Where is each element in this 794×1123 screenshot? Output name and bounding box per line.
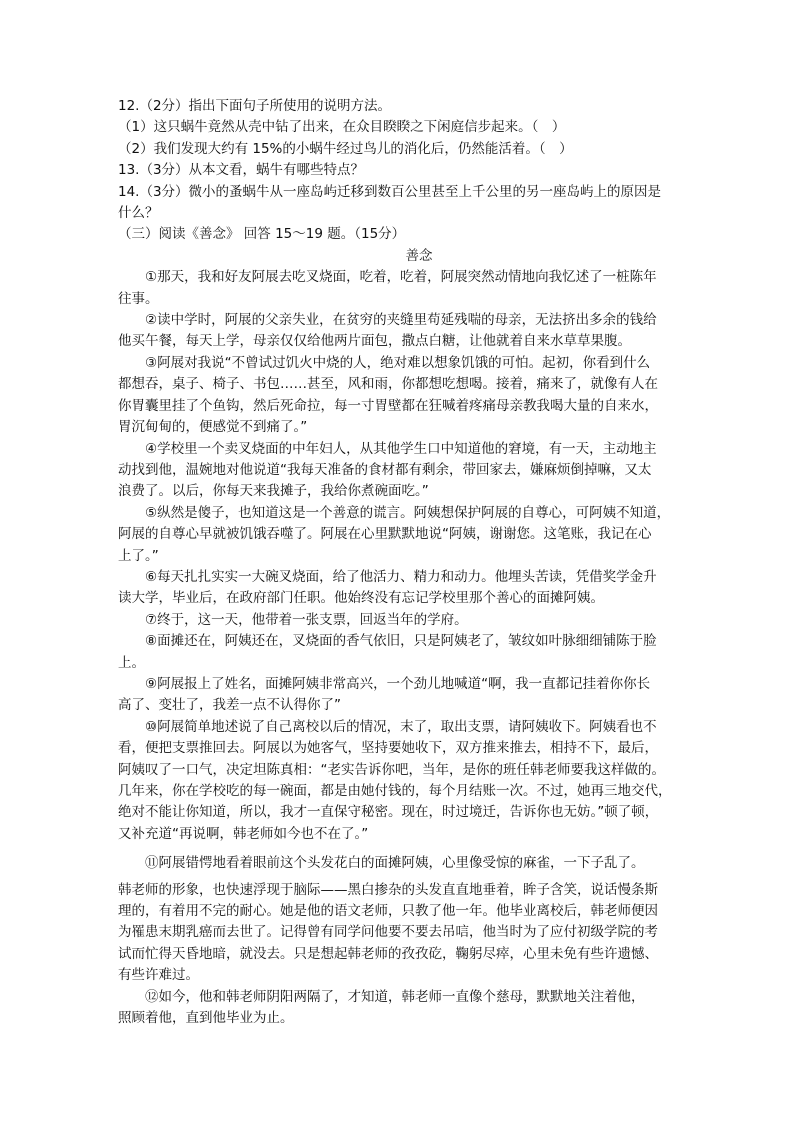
- paragraph-10-line-2: 看，便把支票推回去。阿展以为她客气，坚持要她收下，双方推来推去，相持不下，最后，: [118, 740, 658, 757]
- question-13: 13.（3分）从本文看，蜗牛有哪些特点？: [118, 162, 365, 179]
- paragraph-4-line-2: 动找到他，温婉地对他说道“我每天准备的食材都有剩余，带回家去，嫌麻烦倒掉嘛，又太: [118, 461, 652, 478]
- question-12-item-2: （2）我们发现大约有 15%的小蜗牛经过鸟儿的消化后，仍然能活着。（ ）: [118, 140, 573, 157]
- passage-title: 善念: [405, 247, 433, 264]
- question-12: 12.（2分）指出下面句子所使用的说明方法。: [118, 98, 392, 114]
- paragraph-10-line-4: 几年来，你在学校吃的每一碗面，都是由她付钱的，每个月结账一次。不过，她再三地交代，: [118, 783, 672, 799]
- paragraph-8-line-2: 上。: [118, 654, 145, 671]
- paragraph-2-line-1: ②读中学时，阿展的父亲失业，在贫穷的夹缝里苟延残喘的母亲，无法挤出多余的钱给: [145, 312, 657, 329]
- paragraph-5-line-1: ⑤纵然是傻子，也知道这是一个善意的谎言。阿姨想保护阿展的自尊心，可阿姨不知道，: [145, 504, 671, 521]
- paragraph-1-line-1: ①那天，我和好友阿展去吃叉烧面，吃着，吃着，阿展突然动情地向我忆述了一桩陈年: [145, 269, 657, 286]
- paragraph-10-line-1: ⑩阿展简单地述说了自己离校以后的情况，末了，取出支票，请阿姨收下。阿姨看也不: [145, 718, 657, 735]
- paragraph-11-line-5: 试而忙得天昏地暗，就没去。只是想起韩老师的孜孜矻，鞠躬尽瘁，心里未免有些许遗憾、: [118, 945, 658, 962]
- paragraph-1-line-2: 往事。: [118, 290, 159, 307]
- question-14-line-1: 14.（3分）微小的蚤蜗牛从一座岛屿迁移到数百公里甚至上千公里的另一座岛屿上的原因是: [118, 183, 662, 200]
- paragraph-11-line-6: 有些许难过。: [118, 967, 199, 984]
- paragraph-6-line-2: 读大学，毕业后，在政府部门任职。他始终没有忘记学校里那个善心的面摊阿姨。: [118, 590, 604, 607]
- paragraph-8-line-1: ⑧面摊还在，阿姨还在，叉烧面的香气依旧，只是阿姨老了，皱纹如叶脉细细铺陈于脸: [145, 633, 657, 650]
- paragraph-4-line-3: 浪费了。以后，你每天来我摊子，我给你煮碗面吃。”: [118, 483, 429, 500]
- question-12-item-1: （1）这只蜗牛竟然从壳中钻了出来，在众目睽睽之下闲庭信步起来。（ ）: [118, 119, 566, 136]
- paragraph-3-line-3: 你胃囊里挂了个鱼钩，然后死命拉，每一寸胃壁都在狂喊着疼痛母亲教我喝大量的自来水，: [118, 397, 658, 414]
- paragraph-10-line-6: 又补充道“再说啊，韩老师如今也不在了。”: [118, 825, 369, 842]
- paragraph-11-line-3: 理的，有着用不完的耐心。她是他的语文老师，只教了他一年。他毕业离校后，韩老师便因: [118, 903, 658, 920]
- paragraph-5-line-2: 阿展的自尊心早就被饥饿吞噬了。阿展在心里默默地说“阿姨，谢谢您。这笔账，我记在心: [118, 526, 652, 543]
- paragraph-7: ⑦终于，这一天，他带着一张支票，回返当年的学府。: [145, 611, 468, 628]
- paragraph-5-line-3: 上了。”: [118, 547, 159, 564]
- paragraph-3-line-1: ③阿展对我说“不曾试过饥火中烧的人，绝对难以想象饥饿的可怕。起初，你看到什么: [145, 354, 651, 371]
- question-14-line-2: 什么？: [118, 205, 159, 222]
- paragraph-10-line-5: 绝对不能让你知道，所以，我才一直保守秘密。现在，时过境迁，告诉你也无妨。”顿了顿，: [118, 804, 659, 821]
- paragraph-6-line-1: ⑥每天扎扎实实一大碗叉烧面，给了他活力、精力和动力。他埋头苦读，凭借奖学金升: [145, 568, 657, 585]
- paragraph-11-line-4: 为罹患末期乳癌而去世了。记得曾有同学问他要不要去吊唁，他当时为了应付初级学院的考: [118, 924, 658, 941]
- paragraph-9-line-1: ⑨阿展报上了姓名，面摊阿姨非常高兴，一个劲儿地喊道“啊，我一直都记挂着你你长: [145, 675, 651, 692]
- paragraph-2-line-2: 他买午餐，每天上学，母亲仅仅给他两片面包，撒点白糖，让他就着自来水草草果腹。: [118, 333, 631, 350]
- paragraph-3-line-2: 都想吞，桌子、椅子、书包……甚至，风和雨，你都想吃想喝。接着，痛来了，就像有人在: [118, 376, 658, 393]
- paragraph-11-line-2: 韩老师的形象，也快速浮现于脑际——黑白掺杂的头发直直地垂着，眸子含笑，说话慢条斯: [118, 881, 658, 898]
- paragraph-10-line-3: 阿姨叹了一口气，决定坦陈真相：“老实告诉你吧，当年，是你的班任韩老师要我这样做的。: [118, 761, 665, 778]
- exam-page: [118, 96, 680, 1029]
- section-heading: （三）阅读《善念》 回答 15～19 题。（15分）: [118, 226, 406, 243]
- paragraph-12-line-1: ⑫如今，他和韩老师阴阳两隔了，才知道，韩老师一直像个慈母，默默地关注着他，: [145, 988, 645, 1005]
- paragraph-4-line-1: ④学校里一个卖叉烧面的中年妇人，从其他学生口中知道他的窘境，有一天，主动地主: [145, 440, 657, 457]
- paragraph-11-line-1: ⑪阿展错愕地看着眼前这个头发花白的面摊阿姨，心里像受惊的麻雀，一下子乱了。: [145, 855, 645, 872]
- paragraph-3-line-4: 胃沉甸甸的，便感觉不到痛了。”: [118, 419, 308, 436]
- paragraph-12-line-2: 照顾着他，直到他毕业为止。: [118, 1010, 294, 1027]
- paragraph-9-line-2: 高了、变壮了，我差一点不认得你了”: [118, 697, 341, 714]
